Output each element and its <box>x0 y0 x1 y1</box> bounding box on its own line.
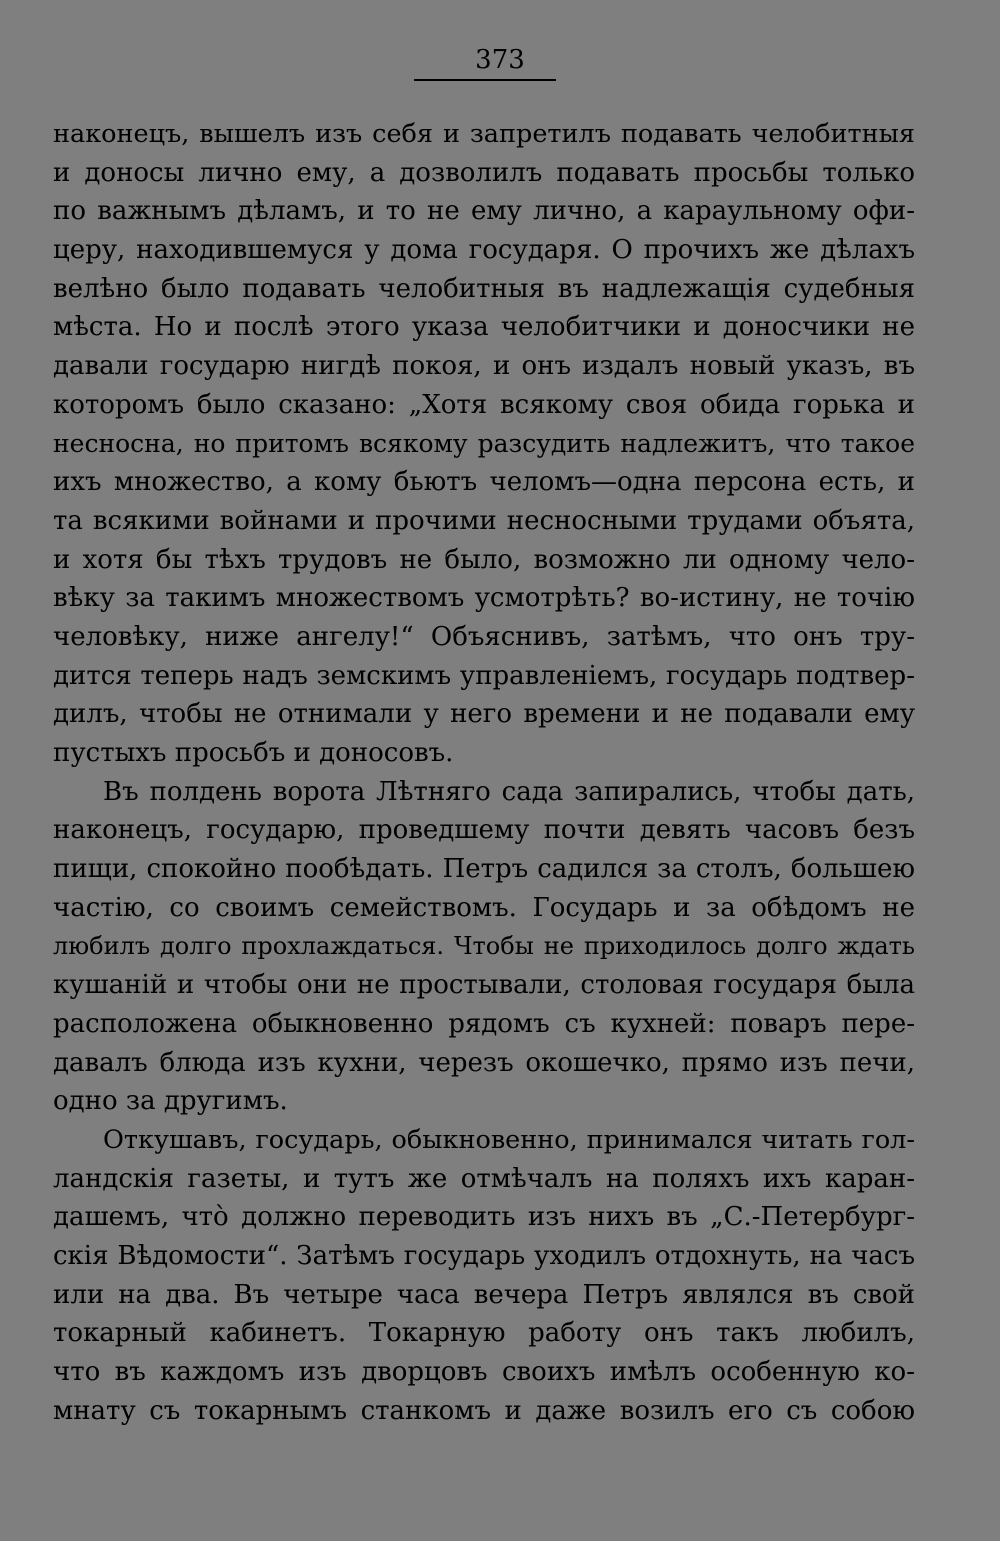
text-line: одно за другимъ. <box>53 1086 288 1117</box>
text-line: пустыхъ просьбъ и доносовъ. <box>53 738 454 768</box>
text-line: пищи, спокойно пообѣдать. Петръ садился за столъ, большею <box>53 854 915 885</box>
text-line: наконецъ, вышелъ изъ себя и запретилъ подавать челобитныя <box>53 119 915 149</box>
text-line: Откушавъ, государь, обыкновенно, принимался читать гол- <box>103 1124 915 1155</box>
text-line: расположена обыкновенно рядомъ съ кухней: поваръ пере- <box>53 1008 915 1039</box>
text-line: по важнымъ дѣламъ, и то не ему лично, а караульному офи- <box>53 196 915 227</box>
text-line: мнату съ токарнымъ станкомъ и даже возилъ его съ собою <box>53 1395 915 1426</box>
text-line: дится теперь надъ земскимъ управленіемъ, государь подтвер- <box>53 660 915 691</box>
text-line: и доносы лично ему, а дозволилъ подавать просьбы только <box>53 157 915 188</box>
text-line: ихъ множество, а кому бьютъ челомъ—одна персона есть, и <box>53 467 915 498</box>
text-line: что въ каждомъ изъ дворцовъ своихъ имѣлъ особенную ко- <box>53 1357 915 1387</box>
text-line: и хотя бы тѣхъ трудовъ не было, возможно ли одному чело- <box>53 544 915 575</box>
text-line: Въ полдень ворота Лѣтняго сада запирались, чтобы дать, <box>103 776 915 807</box>
body-text <box>53 115 915 1430</box>
text-line: наконецъ, государю, проведшему почти девять часовъ безъ <box>53 815 915 846</box>
text-line: человѣку, ниже ангелу!“ Объяснивъ, затѣмъ, что онъ тру- <box>53 621 915 652</box>
page-number-rule <box>414 79 556 81</box>
text-line: мѣста. Но и послѣ этого указа челобитчики и доносчики не <box>53 312 915 343</box>
text-line: кушаній и чтобы они не простывали, столовая государя была <box>53 970 915 1001</box>
text-line: ландскія газеты, и тутъ же отмѣчалъ на поляхъ ихъ каран- <box>53 1163 915 1194</box>
text-line: та всякими войнами и прочими несносными трудами объята, <box>53 505 915 536</box>
text-line: вѣку за такимъ множествомъ усмотрѣть? во-истину, не точію <box>53 583 915 614</box>
text-line: дилъ, чтобы не отнимали у него времени и не подавали ему <box>53 699 915 730</box>
text-line: любилъ долго прохлаждаться. Чтобы не приходилось долго ждать <box>53 932 915 961</box>
text-line: несносна, но притомъ всякому разсудить надлежитъ, что такое <box>53 428 915 458</box>
text-line: которомъ было сказано: „Хотя всякому своя обида горька и <box>53 389 915 420</box>
text-line: частію, со своимъ семействомъ. Государь и за обѣдомъ не <box>53 892 915 923</box>
text-line: или на два. Въ четыре часа вечера Петръ являлся въ свой <box>53 1279 915 1310</box>
page-number: 373 <box>475 45 525 75</box>
text-line: давалъ блюда изъ кухни, черезъ окошечко, прямо изъ печи, <box>53 1047 915 1078</box>
text-line: токарный кабинетъ. Токарную работу онъ такъ любилъ, <box>53 1318 915 1349</box>
text-line: скія Вѣдомости“. Затѣмъ государь уходилъ отдохнуть, на часъ <box>53 1240 915 1271</box>
text-line: давали государю нигдѣ покоя, и онъ издалъ новый указъ, въ <box>53 351 915 382</box>
text-line: церу, находившемуся у дома государя. О прочихъ же дѣлахъ <box>53 235 915 266</box>
text-line: дашемъ, что̀ должно переводить изъ нихъ въ „С.-Петербург- <box>53 1202 915 1233</box>
text-line: велѣно было подавать челобитныя въ надлежащія судебныя <box>53 273 915 304</box>
